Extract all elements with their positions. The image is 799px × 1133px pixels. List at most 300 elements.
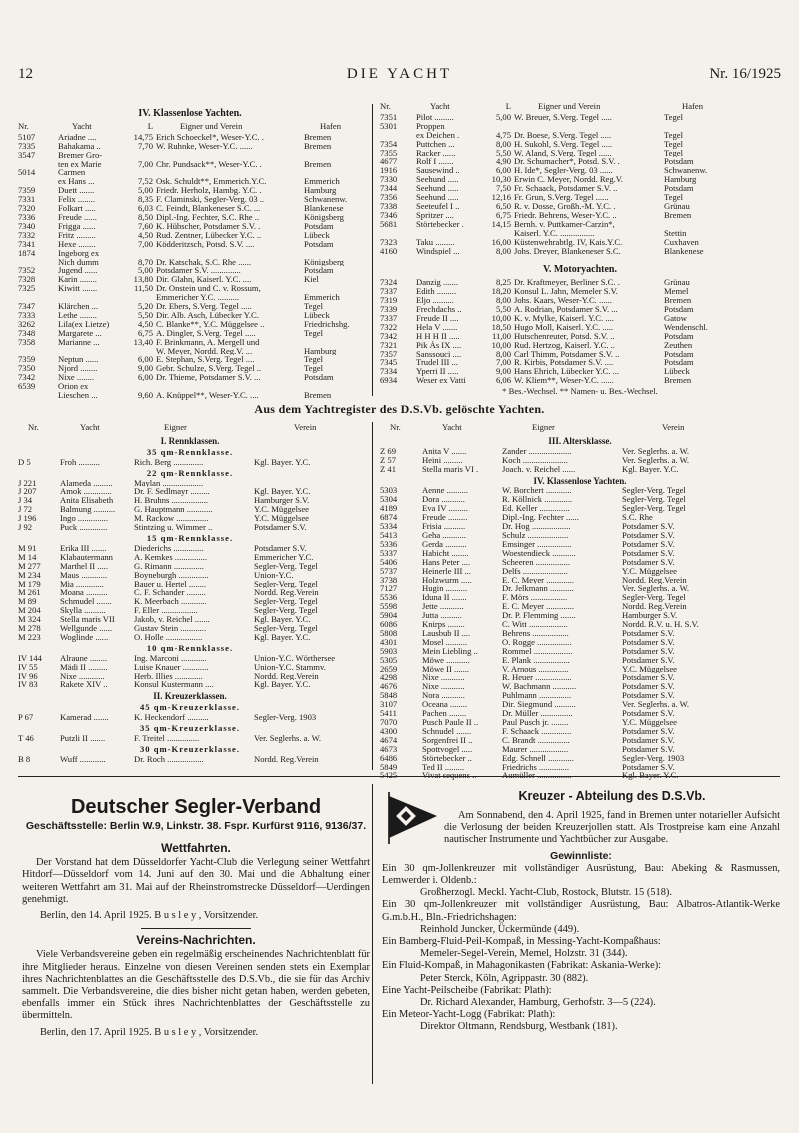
table-row xyxy=(18,458,362,467)
cell-club: Potsdamer S.V. xyxy=(622,539,675,549)
table-row xyxy=(18,151,362,160)
cell-owner: E. Stephan, S.Verg. Tegel .... xyxy=(156,355,255,365)
cell-yacht xyxy=(58,293,126,302)
cell-port: Potsdam xyxy=(304,373,334,383)
cell-nr: 7337 xyxy=(380,287,398,297)
cell-yacht: Aenne .......... xyxy=(422,486,469,496)
prize-description: Ein 30 qm-Jollenkreuzer mit vollständiger Ausrüstung, Bau: Abeking & Rasmussen, Lemwerder i. Oldenb.: xyxy=(382,862,780,887)
table-row xyxy=(380,287,780,296)
cell-owner: Emmericher Y.C. .......... xyxy=(156,293,240,303)
cell-l: 14,75 xyxy=(133,132,153,142)
cell-club: Nordd. Reg.Verein xyxy=(254,588,319,598)
table-row xyxy=(18,588,362,597)
cell-l: 5,00 xyxy=(137,186,153,196)
cell-owner: Zander .................... xyxy=(502,446,572,456)
cell-club: Potsdamer S.V. xyxy=(622,762,675,772)
class-subheading: 35 qm-Rennklasse. xyxy=(146,446,234,457)
cell-l: 4,50 xyxy=(137,230,153,240)
cell-nr: 5411 xyxy=(380,709,397,718)
cell-owner: Johs. Dreyer, Blankeneser S.C. xyxy=(514,246,621,256)
cell-owner: Dir. Alb. Asch, Lübecker Y.C. xyxy=(156,310,259,320)
cell-club: Nordd. R.V. u. H. S.V. xyxy=(622,620,699,629)
prize-winner: Peter Sterck, Köln, Agrippastr. 30 (882). xyxy=(420,972,589,984)
cell-port: Tegel xyxy=(304,302,323,311)
cell-yacht: Möwe II ....... xyxy=(422,664,470,674)
cell-nr: 7339 xyxy=(380,305,398,314)
cell-owner: K. Meerbach ............ xyxy=(134,597,207,607)
cell-owner: Aumüller ................ xyxy=(502,771,572,781)
cell-l: 5,00 xyxy=(495,112,511,122)
cell-l: 10,00 xyxy=(491,313,511,323)
table-row xyxy=(18,160,362,169)
cell-nr: 7340 xyxy=(18,221,36,231)
cell-yacht: Spottvogel ..... xyxy=(422,744,473,754)
cell-nr: 5334 xyxy=(380,522,398,531)
cell-port: Tegel xyxy=(304,355,323,365)
cell-owner xyxy=(156,151,304,160)
cell-club: Nordd. Reg.Verein xyxy=(254,671,319,681)
table-row xyxy=(18,284,362,293)
cell-nr: B 8 xyxy=(18,754,31,764)
class-heading: II. Kreuzerklassen. xyxy=(153,691,227,702)
cell-port: Cuxhaven xyxy=(664,237,699,247)
cell-owner: Bauer u. Hertel ........ xyxy=(134,579,207,589)
table-row xyxy=(18,177,362,186)
cell-nr: M 324 xyxy=(18,615,41,625)
cell-owner: F. Brinkmann, A. Mergell und xyxy=(156,337,260,347)
cell-yacht: Kiwitt ....... xyxy=(58,284,98,294)
cell-nr: 7335 xyxy=(18,141,36,151)
cell-l: 9,60 xyxy=(137,391,153,400)
cell-l: 8,00 xyxy=(495,246,511,256)
table-row xyxy=(380,323,780,332)
cell-port xyxy=(304,382,362,391)
cell-yacht: Duett ....... xyxy=(58,186,95,196)
cell-yacht: Alameda ......... xyxy=(60,478,113,488)
cell-l xyxy=(126,151,156,160)
cell-yacht: Seehund ..... xyxy=(416,193,459,202)
cell-yacht: Hela V ....... xyxy=(416,322,458,332)
cell-yacht: Mädi II ......... xyxy=(60,662,108,672)
table-row xyxy=(18,553,362,562)
deleted-yacht-table xyxy=(18,734,362,743)
cell-yacht: Amok ............. xyxy=(60,487,112,497)
cell-l: 8,00 xyxy=(495,139,511,149)
cell-club: Y.C. Müggelsee xyxy=(254,505,309,515)
table-row xyxy=(380,736,780,745)
table-row xyxy=(18,580,362,589)
cell-owner: Friedrichs .............. xyxy=(502,762,570,772)
cell-owner: E. C. Meyer ............. xyxy=(502,602,575,612)
cell-club: Segler-Verg. 1903 xyxy=(622,753,685,763)
table-row xyxy=(380,700,780,709)
cell-port: Emmerich xyxy=(304,177,340,187)
cell-nr: M 204 xyxy=(18,606,41,616)
cell-nr: 7357 xyxy=(380,349,398,359)
cell-club: Nordd. Reg.Verein xyxy=(622,602,687,612)
class-subheading: 35 qm-Kreuzerklasse. xyxy=(139,723,241,734)
table-row xyxy=(18,633,362,642)
table-row xyxy=(380,314,780,323)
cell-owner: Rud. Zentner, Lübecker Y.C. .. xyxy=(156,230,262,240)
cell-nr: M 278 xyxy=(18,624,41,633)
cell-owner: Maylan ................... xyxy=(134,478,204,488)
cell-yacht: Ingeborg ex xyxy=(58,248,100,258)
cell-nr: 5737 xyxy=(380,566,398,576)
col-owner: Eigner xyxy=(164,422,187,432)
cell-owner: Dir. Glahn, Kaiserl. Y.C. .... xyxy=(156,275,252,285)
cell-owner: Dr. Müller ............... xyxy=(502,709,573,718)
table-row xyxy=(18,755,362,764)
cell-yacht: Iduna II ....... xyxy=(422,593,467,603)
table-row xyxy=(380,665,780,674)
cell-l xyxy=(126,347,156,356)
cell-owner: Schulz ................... xyxy=(502,530,569,540)
cell-yacht: Puttchen ... xyxy=(416,139,455,149)
cell-l: 13,80 xyxy=(133,275,153,285)
cell-yacht xyxy=(58,347,126,356)
cell-nr: 7350 xyxy=(18,364,36,374)
cell-owner: Dr. Onstein und C. v. Rossum, xyxy=(156,284,261,294)
cell-nr: 7325 xyxy=(18,284,36,294)
cell-owner: Potsdamer S.V. .............. xyxy=(156,266,241,276)
class-subheading: 15 qm-Rennklasse. xyxy=(146,532,234,543)
cell-owner: Kaiserl. Y.C. ................ xyxy=(514,228,595,238)
cell-yacht: ex Deichen . xyxy=(416,130,460,140)
cell-yacht: Bahakama .. xyxy=(58,141,101,151)
cell-yacht: Holzwurm ..... xyxy=(422,575,472,585)
cell-owner: F. Eller ................. xyxy=(134,606,198,616)
table-row xyxy=(18,302,362,311)
cell-yacht: Seehund ..... xyxy=(416,175,459,185)
table-row xyxy=(380,149,780,158)
cell-club: Potsdamer S.V. xyxy=(622,522,675,531)
table-row xyxy=(18,615,362,624)
table-row xyxy=(18,544,362,553)
cell-port: Königsberg xyxy=(304,257,344,267)
cell-port: Memel xyxy=(664,287,689,297)
cell-nr: 7334 xyxy=(380,367,398,377)
cell-yacht: Sausewind .. xyxy=(416,166,460,176)
cell-owner: K. v. Mylke, Kaiserl. Y.C. .... xyxy=(514,313,614,323)
cell-l: 6,00 xyxy=(137,373,153,383)
cell-owner: Hugo Moll, Kaiserl. Y.C. ..... xyxy=(514,322,614,332)
table-row xyxy=(380,691,780,700)
table-row xyxy=(380,229,780,238)
issue-number: Nr. 16/1925 xyxy=(709,66,781,82)
cell-yacht: Jugend ...... xyxy=(58,266,98,276)
cell-club: Hamburger S.V. xyxy=(622,611,678,621)
cell-nr: 3262 xyxy=(18,319,36,329)
cell-l: 4,75 xyxy=(495,130,511,140)
cell-club: Y.C. Müggelsee xyxy=(622,718,677,727)
table-row xyxy=(18,382,362,391)
table-row xyxy=(380,611,780,620)
table-row xyxy=(380,305,780,314)
table-row xyxy=(380,754,780,763)
cell-owner: Dr. Thieme, Potsdamer S.V. ... xyxy=(156,373,261,383)
table-row xyxy=(18,487,362,496)
table-row xyxy=(380,602,780,611)
cell-club: Segler-Verg. Tegel xyxy=(254,597,318,607)
cell-owner: W. Meyer, Nordd. Reg.V. ... xyxy=(156,346,253,356)
cell-nr: 5014 xyxy=(18,168,36,178)
cell-port: Potsdam xyxy=(304,221,334,231)
cell-owner: M. Rackow ............... xyxy=(134,514,209,524)
registry-left-column xyxy=(18,108,362,400)
table-row xyxy=(380,332,780,341)
table-row xyxy=(380,122,780,131)
cell-yacht: Trudel III ... xyxy=(416,358,458,368)
col-yacht: Yacht xyxy=(80,422,100,432)
cell-club: Kgl. Bayer. Y.C. xyxy=(622,771,679,781)
cell-yacht xyxy=(416,229,484,238)
table-row xyxy=(380,522,780,531)
section-heading: V. Motoryachten. xyxy=(543,264,617,276)
column-divider xyxy=(372,422,373,770)
cell-l xyxy=(126,249,156,258)
cell-yacht: Seehund ..... xyxy=(416,184,459,194)
cell-l: 11,50 xyxy=(133,284,153,294)
cell-port: Blankenese xyxy=(304,204,344,213)
table-row xyxy=(18,249,362,258)
cell-l: 4,50 xyxy=(137,319,153,329)
cell-owner: A. Kemkes ............... xyxy=(134,552,208,562)
cell-yacht: Freude ...... xyxy=(58,212,97,222)
cell-port: Hamburg xyxy=(304,186,337,196)
cell-l: 5,00 xyxy=(137,266,153,276)
cell-club: Potsdamer S.V. xyxy=(622,709,675,718)
cell-owner: A. Rodrian, Potsdamer S.V. ... xyxy=(514,305,618,314)
cell-owner: Hutschenreuter, Potsd. S.V. .. xyxy=(514,331,615,341)
prize-winner: Direktor Oltmann, Rendsburg, Westbank (181). xyxy=(420,1021,618,1033)
article-text: Viele Verbandsvereine geben ein regelmäßig erscheinendes Nachrichtenblatt für ihre Mitglieder heraus. Einzelne von diesen Vereinen senden stets ein Exemplar ihres Nachrichtenblattes an die Geschäftsstelle des D.S.Vb., die sie für das Archiv sammelt. Die Verbandsvereine, die dies bisher nicht getan haben, werden gebeten, ebenfalls immer ein Stück ihres Nachrichtenblattes der Geschäftsstelle zu übermitteln. xyxy=(22,949,370,1022)
cell-port: Friedrichshg. xyxy=(304,319,350,329)
cell-nr: 4189 xyxy=(380,504,398,514)
article-text: Am Sonnabend, den 4. April 1925, fand in Bremen unter notarieller Aufsicht die Verlosung der beiden Kreuzerjollen statt. Als Trostpreise kam eine Anzahl nautischer Instrumente und Yachtbücher zur Ausgabe. xyxy=(444,810,780,846)
cell-l: 8,25 xyxy=(495,278,511,288)
cell-yacht: Nora ........... xyxy=(422,691,465,701)
table-row xyxy=(18,338,362,347)
cell-owner: F. Claminski, Segler-Verg. 03 .. xyxy=(156,195,265,205)
cell-club: Nordd. Reg.Verein xyxy=(622,575,687,585)
cell-port: Königsberg xyxy=(304,212,344,222)
col-owner: Eigner und Verein xyxy=(180,120,243,131)
cell-club: Potsdamer S.V. xyxy=(622,691,675,701)
cell-l xyxy=(484,122,514,131)
cell-owner: Erwin C. Meyer, Nordd. Reg.V. xyxy=(514,175,624,185)
cell-owner: Ing. Marconi ............ xyxy=(134,653,207,663)
col-club: Verein xyxy=(662,422,685,432)
cell-nr: 7342 xyxy=(380,331,398,341)
cell-port: Bremen xyxy=(664,210,692,220)
cell-l: 9,00 xyxy=(137,364,153,374)
cell-nr: 7348 xyxy=(18,328,36,338)
table-row xyxy=(18,571,362,580)
cell-yacht: Schmudel ....... xyxy=(60,597,112,607)
prize-winner: Reinhold Juncker, Ückermünde (449). xyxy=(420,923,580,935)
col-yacht: Yacht xyxy=(442,422,462,432)
cell-owner: Johs. Kaars, Weser-Y.C. ...... xyxy=(514,296,612,306)
cell-nr: 7321 xyxy=(380,340,398,350)
col-nr: Nr. xyxy=(390,422,401,432)
cell-yacht: Nixe ........... xyxy=(422,682,465,692)
cell-port: Potsdam xyxy=(664,305,694,314)
table-row xyxy=(18,311,362,320)
cell-yacht: Rolf I ....... xyxy=(416,157,454,167)
cell-yacht: Eva IV ......... xyxy=(422,504,468,514)
table-row xyxy=(380,673,780,682)
cell-owner: E. Plank ................. xyxy=(502,655,570,665)
cell-port: Schwanenw. xyxy=(304,195,348,205)
cell-owner: Rud. Hertzog, Kaiserl. Y.C. .. xyxy=(514,340,615,350)
cell-nr: 7352 xyxy=(18,266,36,276)
cell-yacht: Marianne ... xyxy=(58,337,100,347)
cell-l xyxy=(126,382,156,391)
cell-yacht: ex Hans ... xyxy=(58,177,95,187)
cell-yacht: Frechdachs .. xyxy=(416,305,462,314)
cell-yacht: Weser ex Vatti xyxy=(416,376,466,386)
cell-club: Potsdamer S.V. xyxy=(622,530,675,540)
cell-nr: 4673 xyxy=(380,744,398,754)
winners-heading: Gewinnliste: xyxy=(550,850,612,862)
cell-yacht: Danzig ....... xyxy=(416,278,459,288)
footnote: * Bes.-Wechsel. ** Namen- u. Bes.-Wechsel. xyxy=(502,386,658,397)
cell-yacht: Carmen xyxy=(58,168,86,178)
table-row xyxy=(380,456,780,465)
cell-owner: F. Schaack .............. xyxy=(502,726,572,736)
cell-yacht: Bremer Gro- xyxy=(58,150,103,160)
cell-yacht: Neptun ...... xyxy=(58,355,99,365)
cell-owner: R. Kirbis, Potsdamer S.V. .... xyxy=(514,358,614,368)
cell-nr: 6934 xyxy=(380,376,398,386)
table-row xyxy=(18,523,362,532)
cell-nr: M 179 xyxy=(18,579,41,589)
table-row xyxy=(380,367,780,376)
cell-nr: 7320 xyxy=(18,204,36,213)
cell-yacht: Anita V ....... xyxy=(422,446,467,456)
dsv-title: Deutscher Segler-Verband xyxy=(70,796,322,818)
deleted-right-column xyxy=(380,423,780,780)
cell-nr: 7322 xyxy=(380,322,398,332)
cell-port: Potsdam xyxy=(664,157,694,167)
table-row xyxy=(18,672,362,681)
cell-nr: 5336 xyxy=(380,539,398,549)
cell-owner: A. Knüppel**, Weser-Y.C. .... xyxy=(156,391,259,400)
cell-owner: Ködderitzsch, Potsd. S.V. .... xyxy=(156,239,255,249)
cell-port: Potsdam xyxy=(664,184,694,194)
table-row xyxy=(18,373,362,382)
cell-port: Bremen xyxy=(304,141,332,151)
article-divider xyxy=(141,928,251,929)
table-row xyxy=(18,275,362,284)
class-subheading: 45 qm-Kreuzerklasse. xyxy=(139,702,241,713)
cell-yacht: Frigga ...... xyxy=(58,221,96,231)
cell-club: Potsdamer S.V. xyxy=(622,557,675,567)
cell-port: Gatow xyxy=(664,313,687,323)
col-club: Verein xyxy=(294,422,317,432)
cell-yacht: Hans Peter .... xyxy=(422,557,471,567)
cell-port: Emmerich xyxy=(304,293,340,303)
cell-port xyxy=(304,249,362,258)
registry-right-column xyxy=(380,102,780,396)
cell-nr: 6874 xyxy=(380,513,398,523)
cell-owner: Dr. Boese, S.Verg. Tegel ..... xyxy=(514,130,612,140)
col-yacht: Yacht xyxy=(430,101,450,111)
cell-owner: V. Arnous .............. xyxy=(502,664,569,674)
cell-yacht: Schnudel ....... xyxy=(422,726,472,736)
deleted-yacht-table xyxy=(18,458,362,467)
cell-yacht: Eljo .......... xyxy=(416,296,454,306)
cell-nr: 5904 xyxy=(380,611,398,621)
cell-l: 11,00 xyxy=(491,331,511,341)
cell-port xyxy=(664,122,780,131)
cell-l: 9,00 xyxy=(495,367,511,377)
cell-club: Segler-Verg. Tegel xyxy=(622,504,686,514)
table-row xyxy=(380,140,780,149)
cell-owner: R. Heuer ................. xyxy=(502,673,572,683)
cell-owner: Hans Ehrich, Lübecker Y.C. ... xyxy=(514,367,620,377)
kreuzer-article xyxy=(444,790,780,805)
cell-yacht: Geha ........... xyxy=(422,530,466,540)
cell-owner: H. Ide*, Segler-Verg. 03 ...... xyxy=(514,166,613,176)
cell-port: Potsdam xyxy=(304,239,334,249)
deleted-yacht-table xyxy=(18,654,362,690)
cell-owner: Boyneburgh .............. xyxy=(134,570,209,580)
cell-yacht: Windspiel ... xyxy=(416,246,460,256)
table-row xyxy=(380,567,780,576)
cell-nr: IV 96 xyxy=(18,671,38,681)
table-row xyxy=(380,629,780,638)
cell-port: Potsdam xyxy=(304,266,334,276)
cell-nr: 5598 xyxy=(380,602,398,612)
cell-owner: Edg. Schnell ............ xyxy=(502,753,574,763)
table-row xyxy=(18,355,362,364)
cell-owner: W. Borchert ............ xyxy=(502,486,572,496)
cell-yacht: Jette ........... xyxy=(422,602,464,612)
cell-nr: IV 55 xyxy=(18,662,38,672)
yacht-table xyxy=(380,102,780,255)
cell-l: 16,00 xyxy=(491,237,511,247)
cell-l: 7,52 xyxy=(137,177,153,187)
cell-port: Bremen xyxy=(664,296,692,306)
cell-yacht: Heini ......... xyxy=(422,455,463,465)
deleted-yacht-table xyxy=(380,447,780,474)
cell-nr: 5305 xyxy=(380,655,398,665)
cell-owner: O. Holle ................. xyxy=(134,632,203,642)
cell-yacht: Karin ........ xyxy=(58,275,97,285)
cell-l xyxy=(126,293,156,302)
cell-nr: 5536 xyxy=(380,593,398,603)
cell-nr: 7346 xyxy=(380,210,398,220)
article-signature: Berlin, den 14. April 1925. B u s l e y , Vorsitzender. xyxy=(40,910,259,922)
cell-yacht: Klabautermann xyxy=(60,552,113,562)
table-row xyxy=(380,638,780,647)
cell-yacht: Proppen xyxy=(416,121,445,131)
table-row xyxy=(380,447,780,456)
table-row xyxy=(18,195,362,204)
cell-owner: Dr. Jelkmann ........... xyxy=(502,584,574,594)
table-row xyxy=(18,133,362,142)
cell-l: 8,50 xyxy=(137,212,153,222)
cell-yacht: Anita Elisabeth xyxy=(60,496,114,506)
col-owner: Eigner xyxy=(532,422,555,432)
cell-port: Hamburg xyxy=(664,175,697,185)
page-number: 12 xyxy=(18,66,33,82)
cell-yacht: Oceana ........ xyxy=(422,700,468,710)
cell-owner: K. Hübscher, Potsdamer S.V. . xyxy=(156,221,261,231)
table-row xyxy=(18,240,362,249)
